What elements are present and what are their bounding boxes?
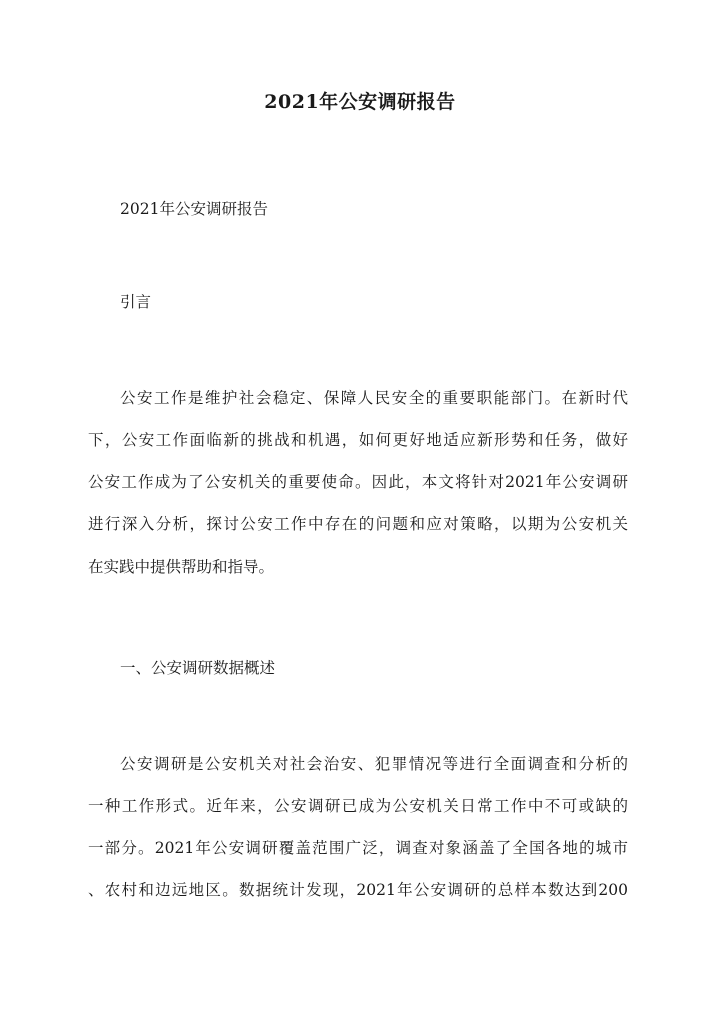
intro-paragraph-line: 公安工作是维护社会稳定、保障人民安全的重要职能部门。在新时代 — [120, 389, 628, 407]
intro-paragraph-line: 在实践中提供帮助和指导。 — [88, 558, 275, 576]
section1-paragraph-line: 一种工作形式。近年来，公安调研已成为公安机关日常工作中不可或缺的 — [88, 797, 628, 815]
intro-heading: 引言 — [120, 293, 152, 311]
section1-paragraph-line: 一部分。2021年公安调研覆盖范围广泛，调查对象涵盖了全国各地的城市 — [88, 839, 628, 857]
section1-heading: 一、公安调研数据概述 — [120, 659, 276, 677]
intro-paragraph-line: 下，公安工作面临新的挑战和机遇，如何更好地适应新形势和任务，做好 — [88, 431, 628, 449]
intro-paragraph-line: 进行深入分析，探讨公安工作中存在的问题和应对策略，以期为公安机关 — [88, 515, 628, 533]
document-title: 2021年公安调研报告 — [264, 91, 456, 113]
section1-paragraph-line: 公安调研是公安机关对社会治安、犯罪情况等进行全面调查和分析的 — [120, 755, 628, 773]
intro-paragraph-line: 公安工作成为了公安机关的重要使命。因此，本文将针对2021年公安调研 — [88, 473, 628, 491]
document-subtitle: 2021年公安调研报告 — [120, 200, 268, 218]
section1-paragraph-line: 、农村和边远地区。数据统计发现，2021年公安调研的总样本数达到200 — [88, 881, 628, 899]
